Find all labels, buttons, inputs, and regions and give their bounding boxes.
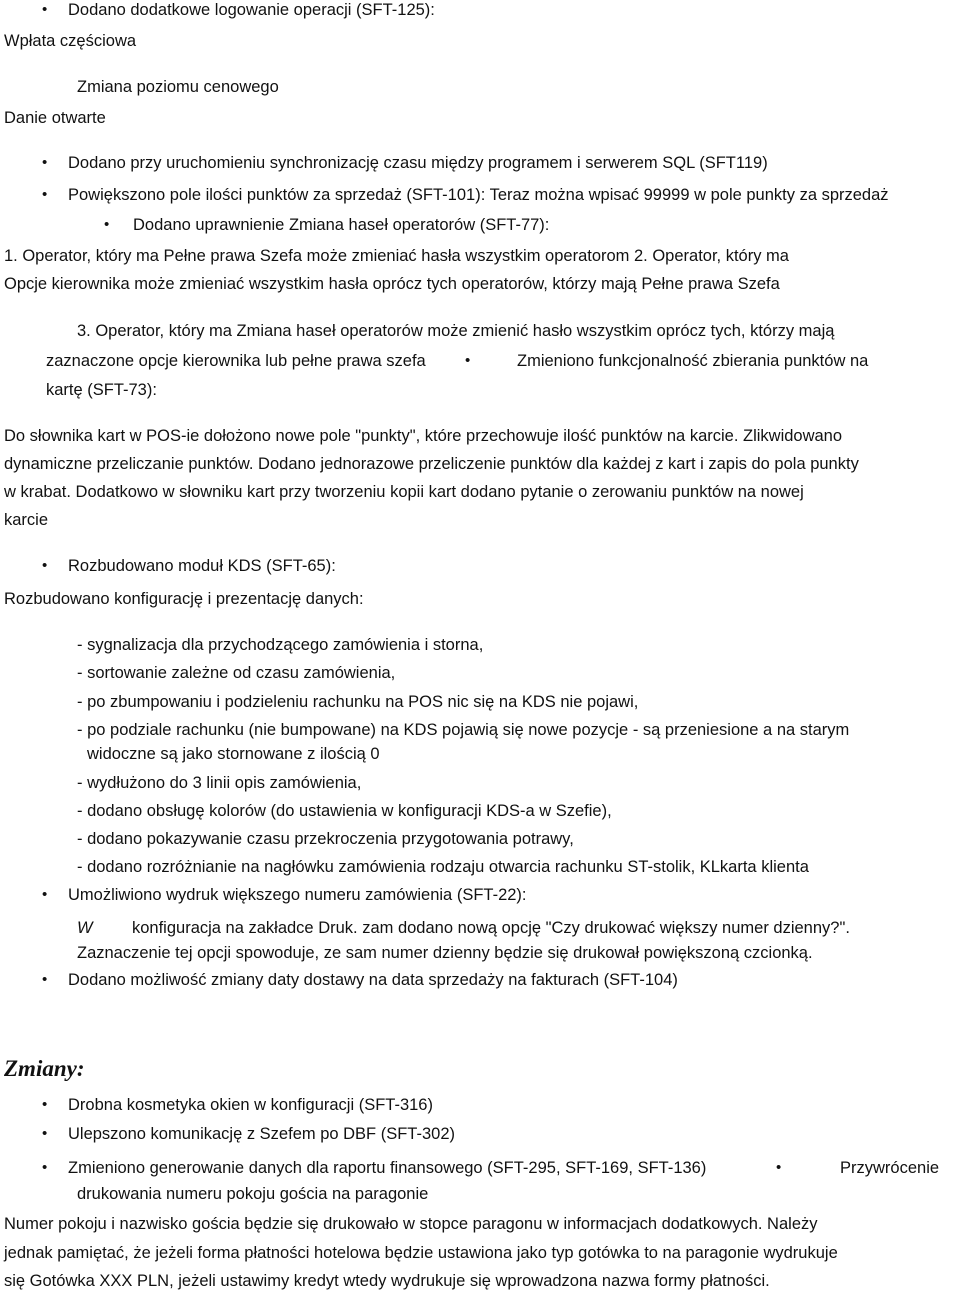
final-paragraph-line: się Gotówka XXX PLN, jeżeli ustawimy kredyt wtedy wydrukuje się wprowadzona nazwa formy płatności. — [4, 1272, 770, 1290]
changes-item: Drobna kosmetyka okien w konfiguracji (SFT-316) — [68, 1096, 433, 1114]
kds-intro: Rozbudowano konfigurację i prezentację danych: — [4, 590, 364, 608]
kds-item-cont: widoczne są jako stornowane z ilością 0 — [87, 745, 380, 763]
bullet: • — [42, 1159, 48, 1176]
changes-item: Ulepszono komunikację z Szefem po DBF (SFT-302) — [68, 1125, 455, 1143]
kds-item: - sortowanie zależne od czasu zamówienia, — [77, 664, 396, 682]
print-title: Umożliwiono wydruk większego numeru zamówienia (SFT-22): — [68, 886, 527, 904]
partial-payment-text: Wpłata częściowa — [4, 32, 137, 50]
changes-item: Zmieniono generowanie danych dla raportu finansowego (SFT-295, SFT-169, SFT-136) — [68, 1159, 707, 1177]
bullet: • — [42, 186, 48, 203]
operators-line: Opcje kierownika może zmieniać wszystkim hasła oprócz tych operatorów, którzy mają Pełne prawa Szefa — [4, 275, 780, 293]
changes-heading: Zmiany: — [4, 1056, 85, 1081]
points-field-item: Powiększono pole ilości punktów za sprzedaż (SFT-101): Teraz można wpisać 99999 w pole punkty za sprzedaż — [68, 186, 889, 204]
final-paragraph-line: Numer pokoju i nazwisko gościa będzie się drukowało w stopce paragonu w informacjach dodatkowych. Należy — [4, 1215, 818, 1233]
bullet: • — [776, 1159, 782, 1176]
print-line: konfiguracja na zakładce Druk. zam dodano nową opcję "Czy drukować większy numer dzienny?". — [132, 919, 850, 937]
changes-item: Przywrócenie — [840, 1159, 940, 1177]
sql-sync-item: Dodano przy uruchomieniu synchronizację czasu między programem i serwerem SQL (SFT119) — [68, 154, 768, 172]
bullet: • — [465, 352, 471, 369]
kds-item: - dodano rozróżnianie na nagłówku zamówienia rodzaju otwarcia rachunku ST-stolik, KLkarta klienta — [77, 858, 809, 876]
bullet: • — [42, 1125, 48, 1142]
operators-line: zaznaczone opcje kierownika lub pełne prawa szefa — [46, 352, 426, 370]
password-permission-item: Dodano uprawnienie Zmiana haseł operatorów (SFT-77): — [133, 216, 550, 234]
price-level-text: Zmiana poziomu cenowego — [77, 78, 279, 96]
cards-paragraph-line: w krabat. Dodatkowo w słowniku kart przy tworzeniu kopii kart dodano pytanie o zerowaniu punktów na nowej — [4, 483, 804, 501]
points-change-cont: kartę (SFT-73): — [46, 381, 157, 399]
bullet: • — [104, 216, 110, 233]
logging-item: Dodano dodatkowe logowanie operacji (SFT-125): — [68, 1, 435, 19]
bullet: • — [42, 886, 48, 903]
cards-paragraph-line: dynamiczne przeliczanie punktów. Dodano jednorazowe przeliczenie punktów dla każdej z kart i zapis do pola punkty — [4, 455, 859, 473]
kds-item: - dodano pokazywanie czasu przekroczenia przygotowania potrawy, — [77, 830, 574, 848]
changes-item-cont: drukowania numeru pokoju gościa na paragonie — [77, 1185, 429, 1203]
bullet: • — [42, 154, 48, 171]
delivery-date-item: Dodano możliwość zmiany daty dostawy na data sprzedaży na fakturach (SFT-104) — [68, 971, 678, 989]
bullet: • — [42, 1096, 48, 1113]
points-change-item: Zmieniono funkcjonalność zbierania punktów na — [517, 352, 869, 370]
kds-title: Rozbudowano moduł KDS (SFT-65): — [68, 557, 336, 575]
open-data-text: Danie otwarte — [4, 109, 106, 127]
operators-line: 1. Operator, który ma Pełne prawa Szefa może zmieniać hasła wszystkim operatorom 2. Operator, który ma — [4, 247, 789, 265]
operators-line: 3. Operator, który ma Zmiana haseł operatorów może zmienić hasło wszystkim oprócz tych, którzy mają — [77, 322, 835, 340]
kds-item: - wydłużono do 3 linii opis zamówienia, — [77, 774, 362, 792]
kds-item: - po podziale rachunku (nie bumpowane) na KDS pojawią się nowe pozycje - są przeniesione a na starym — [77, 721, 850, 739]
bullet: • — [42, 971, 48, 988]
kds-item: - sygnalizacja dla przychodzącego zamówienia i storna, — [77, 636, 484, 654]
cards-paragraph-line: Do słownika kart w POS-ie dołożono nowe pole "punkty", które przechowuje ilość punktów na karcie. Zlikwidowano — [4, 427, 843, 445]
kds-item: - po zbumpowaniu i podzieleniu rachunku na POS nic się na KDS nie pojawi, — [77, 693, 639, 711]
bullet: • — [42, 1, 48, 18]
final-paragraph-line: jednak pamiętać, że jeżeli forma płatności hotelowa będzie ustawiona jako typ gotówka to na paragonie wydrukuje — [4, 1244, 838, 1262]
bullet: • — [42, 557, 48, 574]
cards-paragraph-line: karcie — [4, 511, 49, 529]
kds-item: - dodano obsługę kolorów (do ustawienia w konfiguracji KDS-a w Szefie), — [77, 802, 612, 820]
print-line: Zaznaczenie tej opcji spowoduje, ze sam numer dzienny będzie się drukował powiększoną czcionką. — [77, 944, 813, 962]
print-w-letter: W — [77, 919, 93, 937]
